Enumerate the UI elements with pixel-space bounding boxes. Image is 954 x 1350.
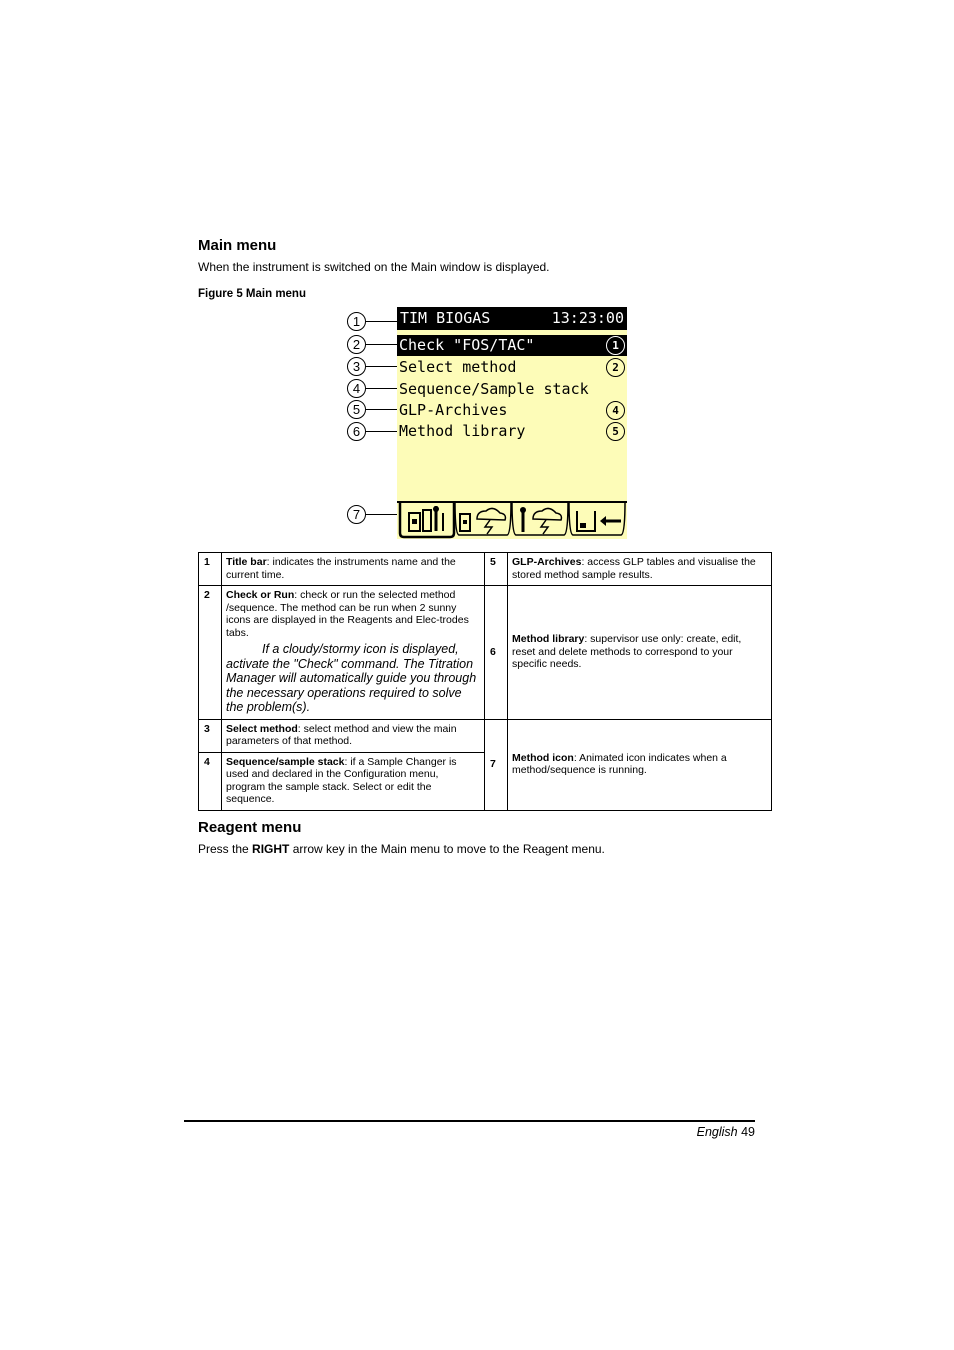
callout-6: 6	[347, 422, 366, 441]
item-description	[508, 586, 772, 720]
item-text: : select method and view the main parameters of that method.	[226, 722, 457, 747]
reagent-menu-heading: Reagent menu	[198, 819, 302, 836]
shortcut-number: 2	[606, 358, 625, 377]
callout-5: 5	[347, 400, 366, 419]
current-time: 13:23:00	[551, 309, 624, 327]
item-text: : check or run the selected method /sequence. The method can be run when 2 sunny icons are displayed in the Reagents and Elec-trodes tabs.	[226, 589, 469, 639]
item-term: Method icon	[512, 751, 574, 764]
item-description	[222, 719, 485, 752]
lcd-title-bar	[397, 307, 627, 330]
leader-line	[366, 366, 397, 367]
main-menu-heading: Main menu	[198, 237, 277, 254]
electrode-tab-icon[interactable]	[512, 502, 568, 535]
callout-4: 4	[347, 379, 366, 398]
table-row	[199, 719, 772, 752]
item-number: 6	[485, 586, 508, 720]
item-number: 7	[485, 719, 508, 810]
item-number: 1	[199, 553, 222, 586]
leader-line	[366, 321, 397, 322]
sample-tab-icon[interactable]	[569, 502, 625, 535]
shortcut-number: 5	[606, 422, 625, 441]
lcd-screen	[397, 307, 627, 539]
callout-3: 3	[347, 357, 366, 376]
item-text: : access GLP tables and visualise the stored method sample results.	[512, 556, 756, 581]
menu-item-label: Select method	[399, 358, 517, 376]
text-part: arrow key in the Main menu to move to the Reagent menu.	[289, 842, 605, 856]
leader-line	[366, 431, 397, 432]
menu-item-check[interactable]	[397, 335, 627, 356]
reagent-menu-text	[198, 842, 605, 856]
item-description	[508, 553, 772, 586]
item-term: Title bar	[226, 556, 267, 568]
table-row	[199, 553, 772, 586]
item-number: 3	[199, 719, 222, 752]
key-name: RIGHT	[252, 842, 290, 856]
shortcut-number: 4	[606, 401, 625, 420]
item-term: Sequence/sample stack	[226, 755, 345, 768]
menu-item-label: Sequence/Sample stack	[399, 380, 589, 398]
figure-caption: Figure 5 Main menu	[198, 288, 306, 300]
item-description	[222, 586, 485, 720]
menu-item-method-library[interactable]	[397, 421, 627, 442]
footer-language: English	[696, 1125, 738, 1139]
leader-line	[366, 409, 397, 410]
item-description	[222, 553, 485, 586]
item-description	[508, 719, 772, 810]
item-description	[222, 752, 485, 810]
item-term: Method library	[512, 633, 585, 645]
table-row	[199, 586, 772, 720]
menu-item-label: Check "FOS/TAC"	[399, 336, 535, 354]
item-number: 2	[199, 586, 222, 720]
item-text: : indicates the instruments name and the current time.	[226, 556, 456, 581]
item-text: : supervisor use only: create, edit, reset and delete methods to correspond to your specific needs.	[512, 633, 742, 670]
page-footer	[697, 1125, 755, 1139]
callout-1: 1	[347, 312, 366, 331]
leader-line	[366, 344, 397, 345]
item-number: 5	[485, 553, 508, 586]
item-number: 4	[199, 752, 222, 810]
item-term: Select method	[226, 722, 298, 735]
item-note: If a cloudy/stormy icon is displayed, activate the "Check" command. The Titration Manager will automatically guide you through the necessary operations required to solve the problem(s).	[226, 642, 477, 714]
legend-table	[198, 552, 772, 811]
menu-item-sequence[interactable]	[397, 379, 627, 400]
method-tab-icon[interactable]	[400, 502, 454, 537]
item-text: : if a Sample Changer is used and declared in the Configuration menu, program the sample stack. Select or edit the sequence.	[226, 755, 457, 805]
menu-item-select-method[interactable]	[397, 357, 627, 378]
reagent-tab-icon[interactable]	[455, 502, 511, 535]
shortcut-number: 1	[606, 336, 625, 355]
text-part: Press the	[198, 842, 253, 856]
menu-item-label: Method library	[399, 422, 526, 440]
item-text: : Animated icon indicates when a method/sequence is running.	[512, 751, 727, 776]
main-menu-intro: When the instrument is switched on the Main window is displayed.	[198, 260, 550, 274]
menu-item-glp-archives[interactable]	[397, 400, 627, 421]
instrument-name: TIM BIOGAS	[400, 309, 491, 327]
lcd-tab-strip	[397, 501, 627, 539]
leader-line	[366, 514, 400, 515]
item-term: Check or Run	[226, 589, 295, 601]
leader-line	[366, 388, 397, 389]
footer-divider	[184, 1120, 755, 1122]
callout-2: 2	[347, 335, 366, 354]
item-term: GLP-Archives	[512, 556, 582, 568]
menu-item-label: GLP-Archives	[399, 401, 508, 419]
page-number: 49	[741, 1125, 755, 1139]
callout-7: 7	[347, 505, 366, 524]
